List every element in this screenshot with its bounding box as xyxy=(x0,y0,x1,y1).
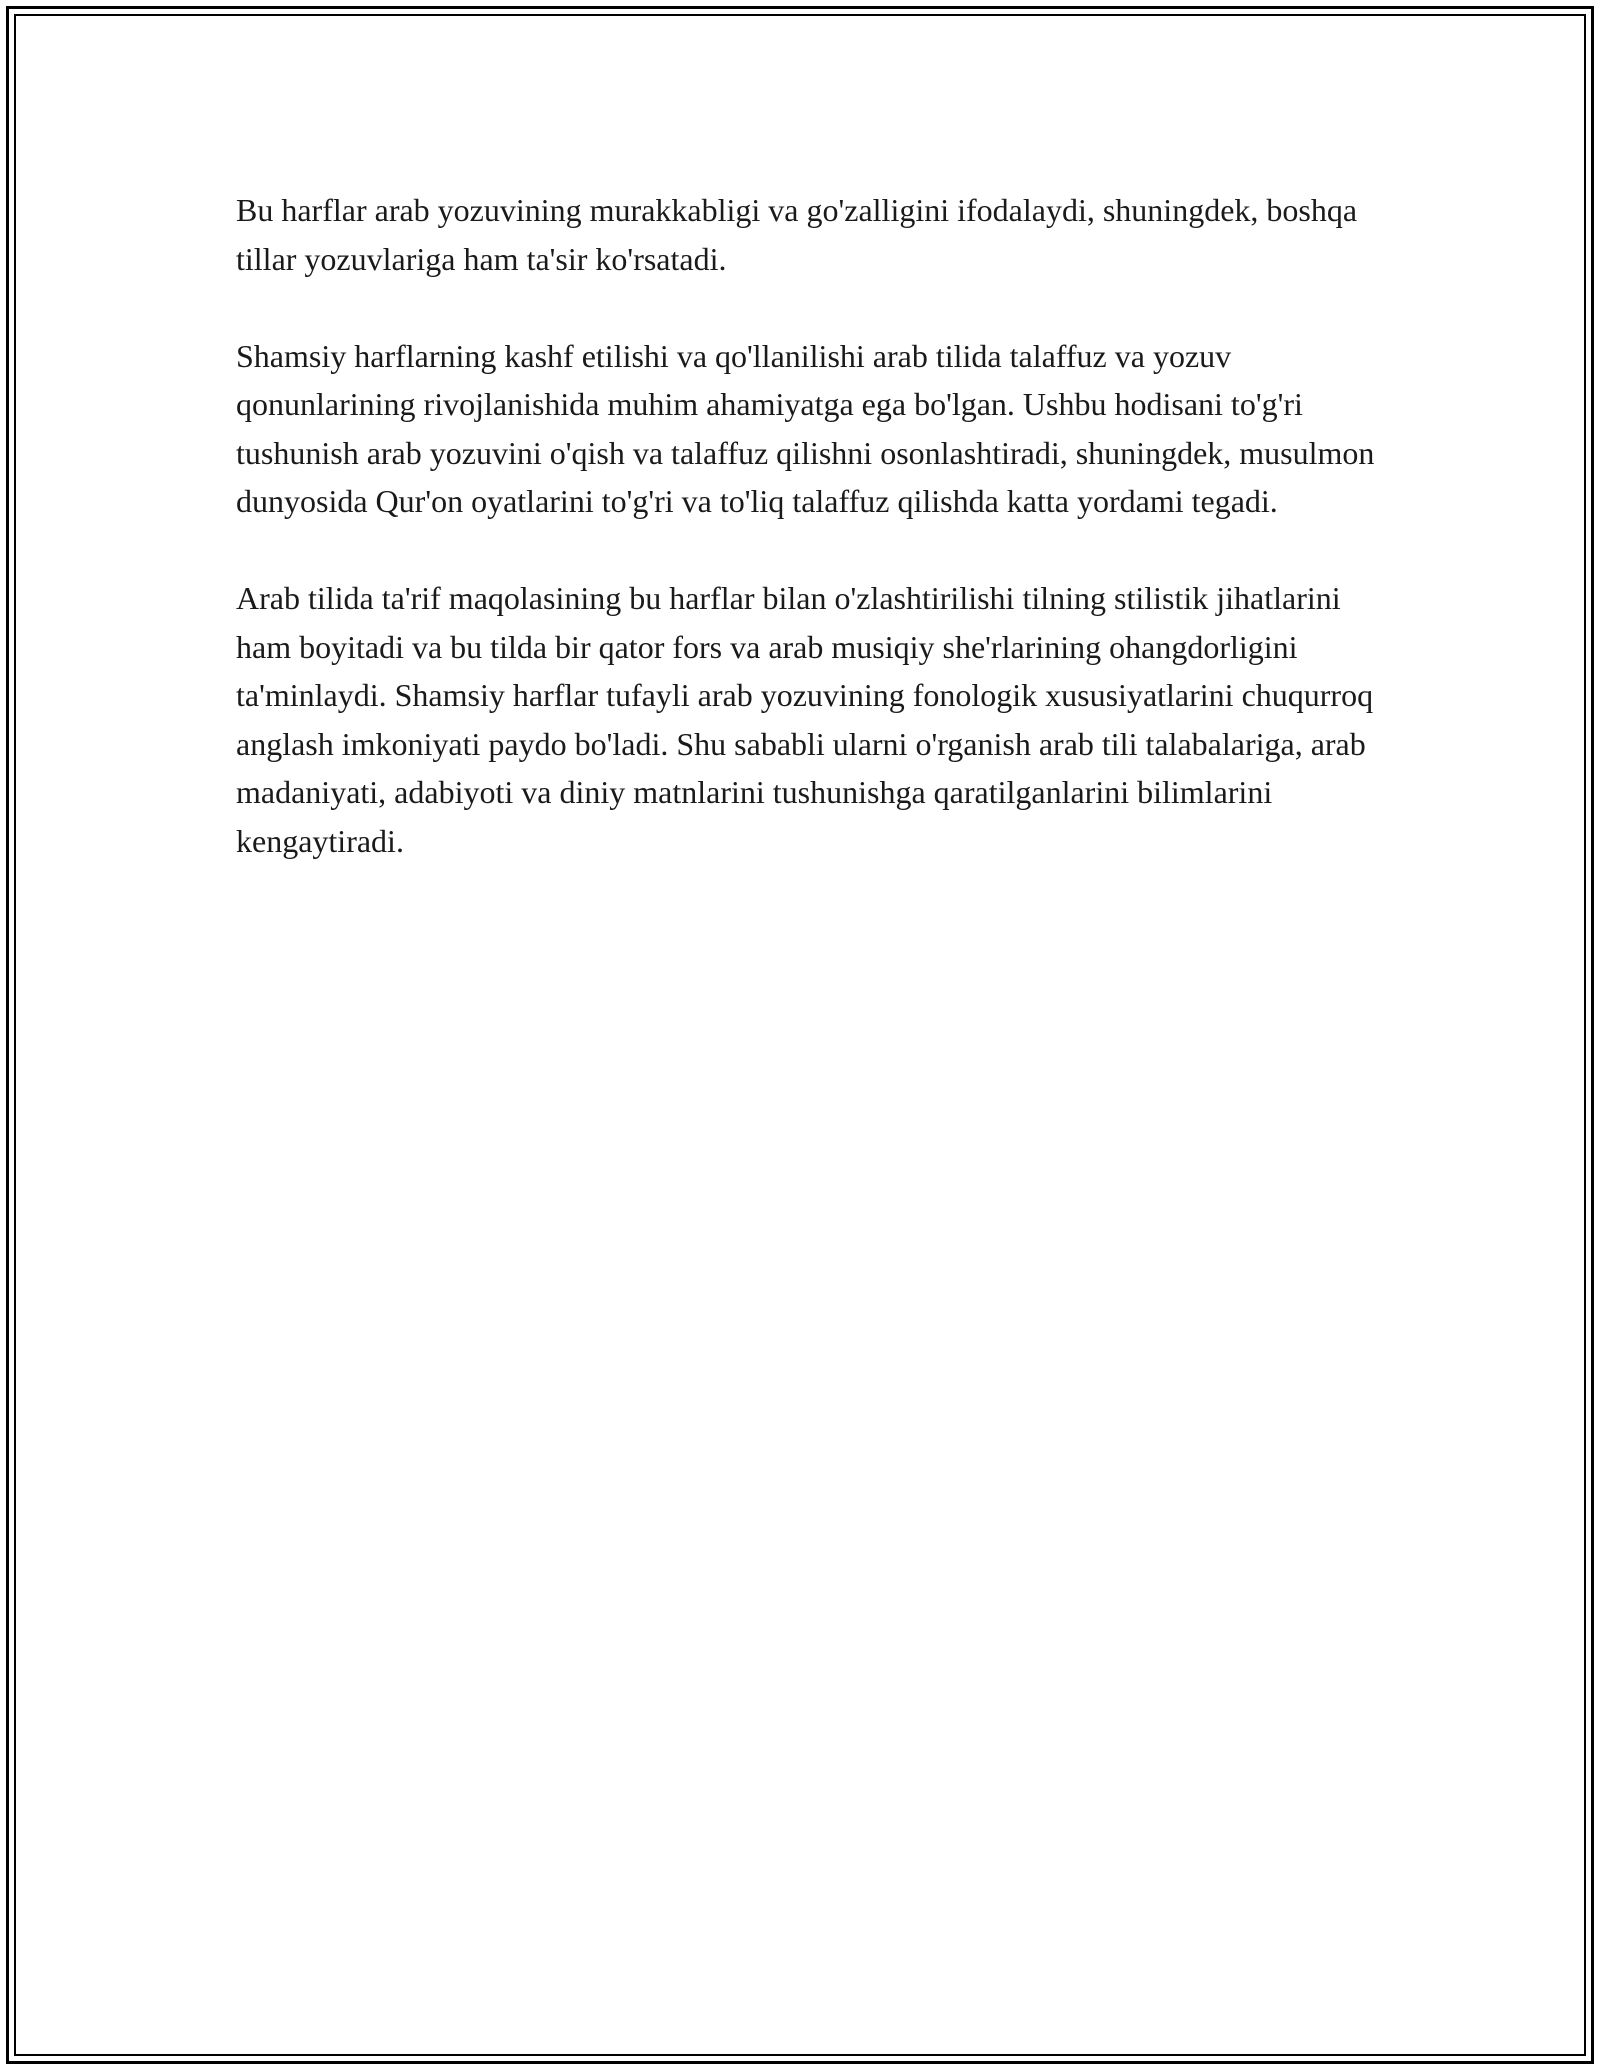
document-body xyxy=(236,186,1376,914)
paragraph-1: Bu harflar arab yozuvining murakkabligi va go'zalligini ifodalaydi, shuningdek, boshqa tillar yozuvlariga ham ta'sir ko'rsatadi. xyxy=(236,192,1358,277)
paragraph-3: Arab tilida ta'rif maqolasining bu harflar bilan o'zlashtirilishi tilning stilistik jihatlarini ham boyitadi va bu tilda bir qator fors va arab musiqiy she'rlarining ohangdorligini ta'minlaydi. Shamsiy harflar tufayli arab yozuvining fonologik xususiyatlarini chuqurroq anglash imkoniyati paydo bo'ladi. Shu sababli ularni o'rganish arab tili talabalariga, arab madaniyati, adabiyoti va diniy matnlarini tushunishga qaratilganlarini bilimlarini kengaytiradi. xyxy=(236,580,1374,859)
paragraph-2: Shamsiy harflarning kashf etilishi va qo'llanilishi arab tilida talaffuz va yozuv qonunlarining rivojlanishida muhim ahamiyatga ega bo'lgan. Ushbu hodisani to'g'ri tushunish arab yozuvini o'qish va talaffuz qilishni osonlashtiradi, shuningdek, musulmon dunyosida Qur'on oyatlarini to'g'ri va to'liq talaffuz qilishda katta yordami tegadi. xyxy=(236,337,1375,519)
